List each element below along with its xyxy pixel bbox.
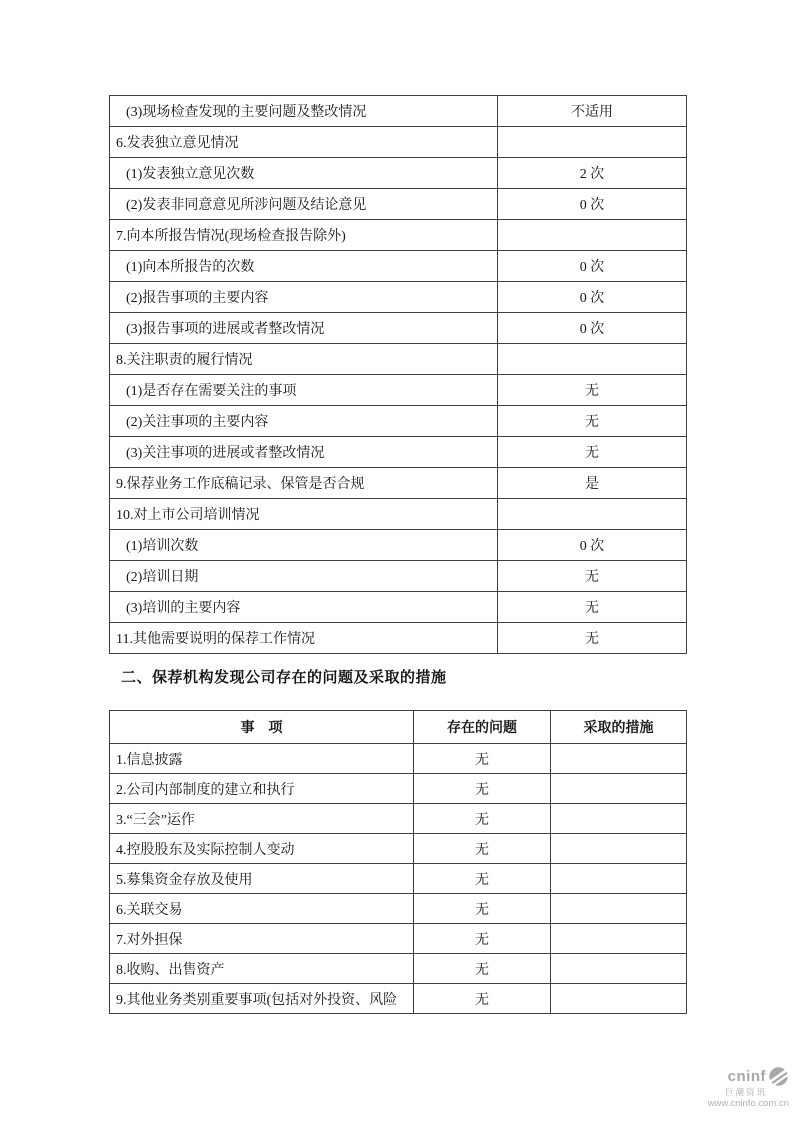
item-value: 无: [498, 375, 687, 406]
item-label: (1)发表独立意见次数: [110, 158, 498, 189]
table-row: [110, 530, 687, 561]
cninfo-brand-cn: 巨潮资讯: [724, 1087, 767, 1097]
item-value: [498, 220, 687, 251]
table-row: [110, 623, 687, 654]
item-label: (1)是否存在需要关注的事项: [110, 375, 498, 406]
item-label: 7.向本所报告情况(现场检查报告除外): [110, 220, 498, 251]
item-label: 6.关联交易: [110, 894, 414, 924]
table-row: [110, 437, 687, 468]
table-row: [110, 984, 687, 1014]
item-value: [498, 127, 687, 158]
measure-value: [551, 954, 687, 984]
item-label: 3.“三会”运作: [110, 804, 414, 834]
item-value: 无: [498, 437, 687, 468]
measure-value: [551, 744, 687, 774]
item-label: 8.收购、出售资产: [110, 954, 414, 984]
item-label: 9.其他业务类别重要事项(包括对外投资、风险: [110, 984, 414, 1014]
item-label: 7.对外担保: [110, 924, 414, 954]
table-header-row: [110, 711, 687, 744]
problem-value: 无: [414, 954, 551, 984]
item-value: [498, 499, 687, 530]
problem-value: 无: [414, 804, 551, 834]
measure-value: [551, 894, 687, 924]
item-label: 9.保荐业务工作底稿记录、保管是否合规: [110, 468, 498, 499]
sponsor-work-table: [109, 95, 687, 654]
problem-value: 无: [414, 774, 551, 804]
item-value: 是: [498, 468, 687, 499]
measure-value: [551, 924, 687, 954]
table-row: [110, 127, 687, 158]
item-label: (3)培训的主要内容: [110, 592, 498, 623]
cninfo-url: www.cninfo.com.cn: [707, 1097, 789, 1109]
item-label: 6.发表独立意见情况: [110, 127, 498, 158]
table-row: [110, 592, 687, 623]
measure-value: [551, 864, 687, 894]
item-label: (3)报告事项的进展或者整改情况: [110, 313, 498, 344]
item-value: 0 次: [498, 189, 687, 220]
table-row: [110, 251, 687, 282]
table-row: [110, 468, 687, 499]
item-value: 2 次: [498, 158, 687, 189]
table-row: [110, 834, 687, 864]
table-row: [110, 774, 687, 804]
measure-value: [551, 774, 687, 804]
item-value: 无: [498, 561, 687, 592]
table-row: [110, 804, 687, 834]
item-label: (1)向本所报告的次数: [110, 251, 498, 282]
item-label: 8.关注职责的履行情况: [110, 344, 498, 375]
table-row: [110, 189, 687, 220]
item-label: 2.公司内部制度的建立和执行: [110, 774, 414, 804]
table-row: [110, 924, 687, 954]
table-row: [110, 96, 687, 127]
problem-value: 无: [414, 894, 551, 924]
item-value: [498, 344, 687, 375]
table-row: [110, 954, 687, 984]
table-row: [110, 561, 687, 592]
item-value: 0 次: [498, 530, 687, 561]
table-row: [110, 499, 687, 530]
problems-measures-table: [109, 710, 687, 1014]
table-row: [110, 864, 687, 894]
measure-value: [551, 834, 687, 864]
problem-value: 无: [414, 924, 551, 954]
table-row: [110, 220, 687, 251]
item-value: 0 次: [498, 282, 687, 313]
measure-value: [551, 984, 687, 1014]
item-label: 11.其他需要说明的保荐工作情况: [110, 623, 498, 654]
cninfo-logo: [708, 1066, 789, 1109]
item-label: 1.信息披露: [110, 744, 414, 774]
table-row: [110, 158, 687, 189]
problem-value: 无: [414, 834, 551, 864]
item-value: 不适用: [498, 96, 687, 127]
item-value: 无: [498, 406, 687, 437]
header-item: 事 项: [110, 711, 414, 744]
problem-value: 无: [414, 864, 551, 894]
item-label: (1)培训次数: [110, 530, 498, 561]
item-label: (2)关注事项的主要内容: [110, 406, 498, 437]
item-label: 10.对上市公司培训情况: [110, 499, 498, 530]
item-label: 5.募集资金存放及使用: [110, 864, 414, 894]
table-row: [110, 282, 687, 313]
item-label: 4.控股股东及实际控制人变动: [110, 834, 414, 864]
header-problem: 存在的问题: [414, 711, 551, 744]
table-row: [110, 744, 687, 774]
table-row: [110, 375, 687, 406]
cninfo-swirl-icon: [768, 1066, 789, 1087]
item-value: 0 次: [498, 313, 687, 344]
item-label: (2)培训日期: [110, 561, 498, 592]
item-label: (2)报告事项的主要内容: [110, 282, 498, 313]
header-measure: 采取的措施: [551, 711, 687, 744]
table-row: [110, 894, 687, 924]
problem-value: 无: [414, 984, 551, 1014]
item-value: 无: [498, 592, 687, 623]
item-label: (3)关注事项的进展或者整改情况: [110, 437, 498, 468]
measure-value: [551, 804, 687, 834]
table-row: [110, 313, 687, 344]
table-row: [110, 406, 687, 437]
item-value: 0 次: [498, 251, 687, 282]
section-heading: 二、保荐机构发现公司存在的问题及采取的措施: [121, 669, 447, 686]
table-row: [110, 344, 687, 375]
item-label: (2)发表非同意意见所涉问题及结论意见: [110, 189, 498, 220]
item-value: 无: [498, 623, 687, 654]
cninfo-brand-text: cninf: [727, 1067, 766, 1085]
item-label: (3)现场检查发现的主要问题及整改情况: [110, 96, 498, 127]
problem-value: 无: [414, 744, 551, 774]
